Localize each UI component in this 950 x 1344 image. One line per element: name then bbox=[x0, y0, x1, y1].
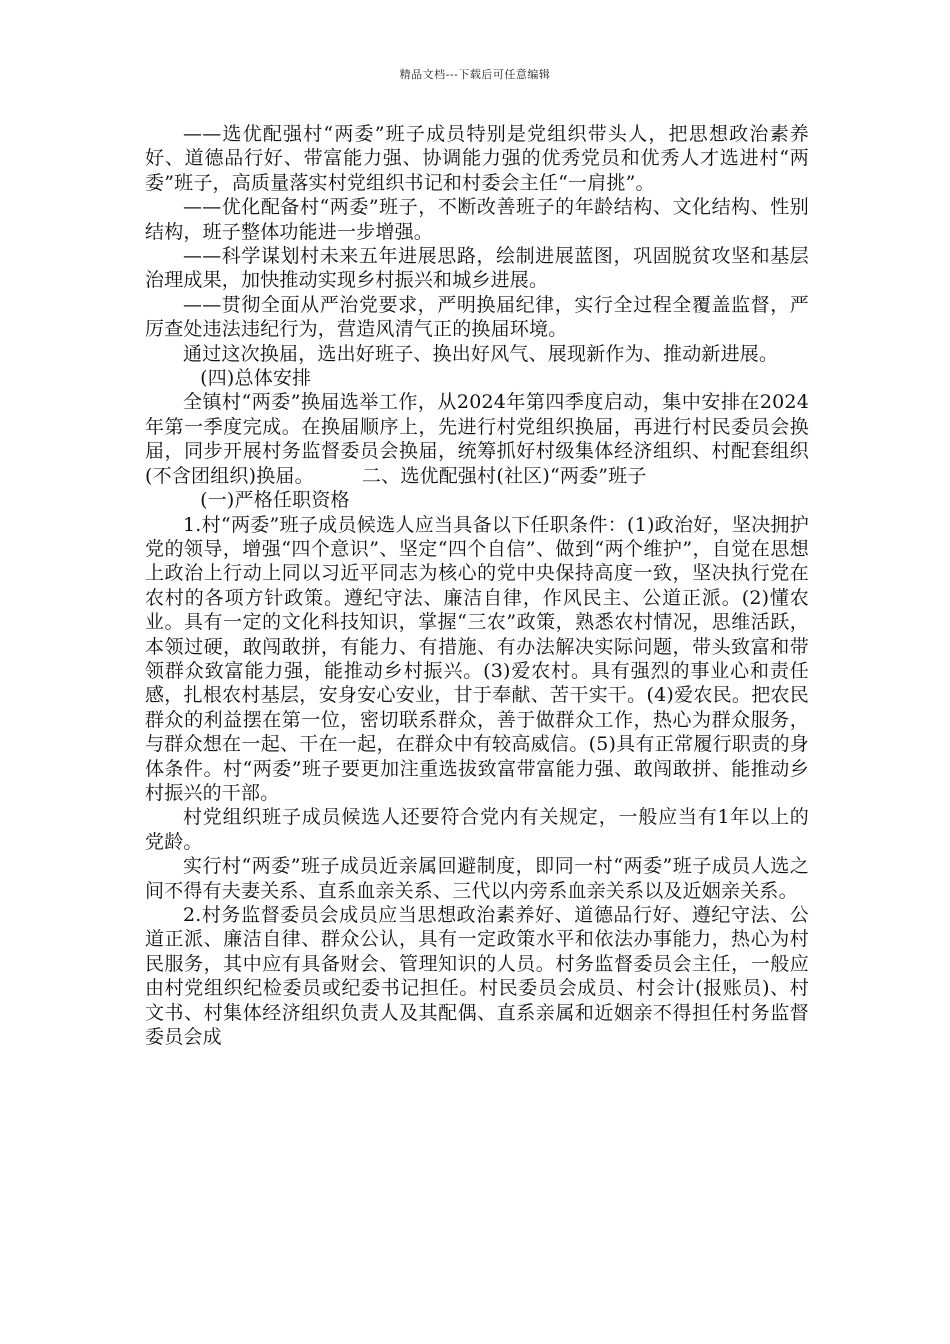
section-heading-overall-arrangement: (四)总体安排 bbox=[200, 367, 312, 390]
paragraph-goal-3: ——科学谋划村未来五年进展思路，绘制进展蓝图，巩固脱贫攻坚和基层治理成果，加快推动实现乡村振兴和城乡进展。 bbox=[145, 245, 809, 292]
paragraph-summary: 通过这次换届，选出好班子、换出好风气、展现新作为、推动新进展。 bbox=[183, 342, 779, 365]
paragraph-goal-1: ——选优配强村“两委”班子成员特别是党组织带头人，把思想政治素养好、道德品行好、带富能力强、协调能力强的优秀党员和优秀人才选进村“两委”班子，高质量落实村党组织书记和村委会主任“一肩挑”。 bbox=[145, 123, 809, 194]
paragraph-party-age: 村党组织班子成员候选人还要符合党内有关规定，一般应当有1年以上的党龄。 bbox=[145, 806, 809, 853]
document-body bbox=[145, 122, 809, 1049]
paragraph-overall-arrangement: 全镇村“两委”换届选举工作，从2024年第四季度启动，集中安排在2024年第一季度完成。在换届顺序上，先进行村党组织换届，再进行村民委员会换届，同步开展村务监督委员会换届，统筹抓好村级集体经济组织、村配套组织(不含团组织)换届。 二、选优配强村(社区)“两委”班子 bbox=[145, 391, 809, 487]
paragraph-qualification-1: 1.村“两委”班子成员候选人应当具备以下任职条件：(1)政治好，坚决拥护党的领导，增强“四个意识”、坚定“四个自信”、做到“两个维护”，自觉在思想上政治上行动上同以习近平同志为核心的党中央保持高度一致，坚决执行党在农村的各项方针政策。遵纪守法、廉洁自律，作风民主、公道正派。(2)懂农业。具有一定的文化科技知识，掌握“三农”政策，熟悉农村情况，思维活跃，本领过硬，敢闯敢拼，有能力、有措施、有办法解决实际问题，带头致富和带领群众致富能力强，能推动乡村振兴。(3)爱农村。具有强烈的事业心和责任感，扎根农村基层，安身安心安业，甘于奉献、苦干实干。(4)爱农民。把农民群众的利益摆在第一位，密切联系群众，善于做群众工作，热心为群众服务，与群众想在一起、干在一起，在群众中有较高威信。(5)具有正常履行职责的身体条件。村“两委”班子要更加注重选拔致富带富能力强、敢闯敢拼、能推动乡村振兴的干部。 bbox=[145, 513, 809, 804]
page-header: 精品文档---下载后可任意编辑 bbox=[399, 68, 551, 81]
section-heading-qualifications: (一)严格任职资格 bbox=[200, 489, 350, 512]
paragraph-goal-4: ——贯彻全面从严治党要求，严明换届纪律，实行全过程全覆盖监督，严厉查处违法违纪行为，营造风清气正的换届环境。 bbox=[145, 293, 809, 341]
paragraph-avoidance: 实行村“两委”班子成员近亲属回避制度，即同一村“两委”班子成员人选之间不得有夫妻关系、直系血亲关系、三代以内旁系血亲关系以及近姻亲关系。 bbox=[145, 855, 809, 902]
paragraph-qualification-2: 2.村务监督委员会成员应当思想政治素养好、道德品行好、遵纪守法、公道正派、廉洁自律、群众公认，具有一定政策水平和依法办事能力，热心为村民服务，其中应有具备财会、管理知识的人员。村务监督委员会主任，一般应由村党组织纪检委员或纪委书记担任。村民委员会成员、村会计(报账员)、村文书、村集体经济组织负责人及其配偶、直系亲属和近姻亲不得担任村务监督委员会成 bbox=[145, 904, 809, 1049]
paragraph-goal-2: ——优化配备村“两委”班子，不断改善班子的年龄结构、文化结构、性别结构，班子整体功能进一步增强。 bbox=[145, 196, 809, 243]
